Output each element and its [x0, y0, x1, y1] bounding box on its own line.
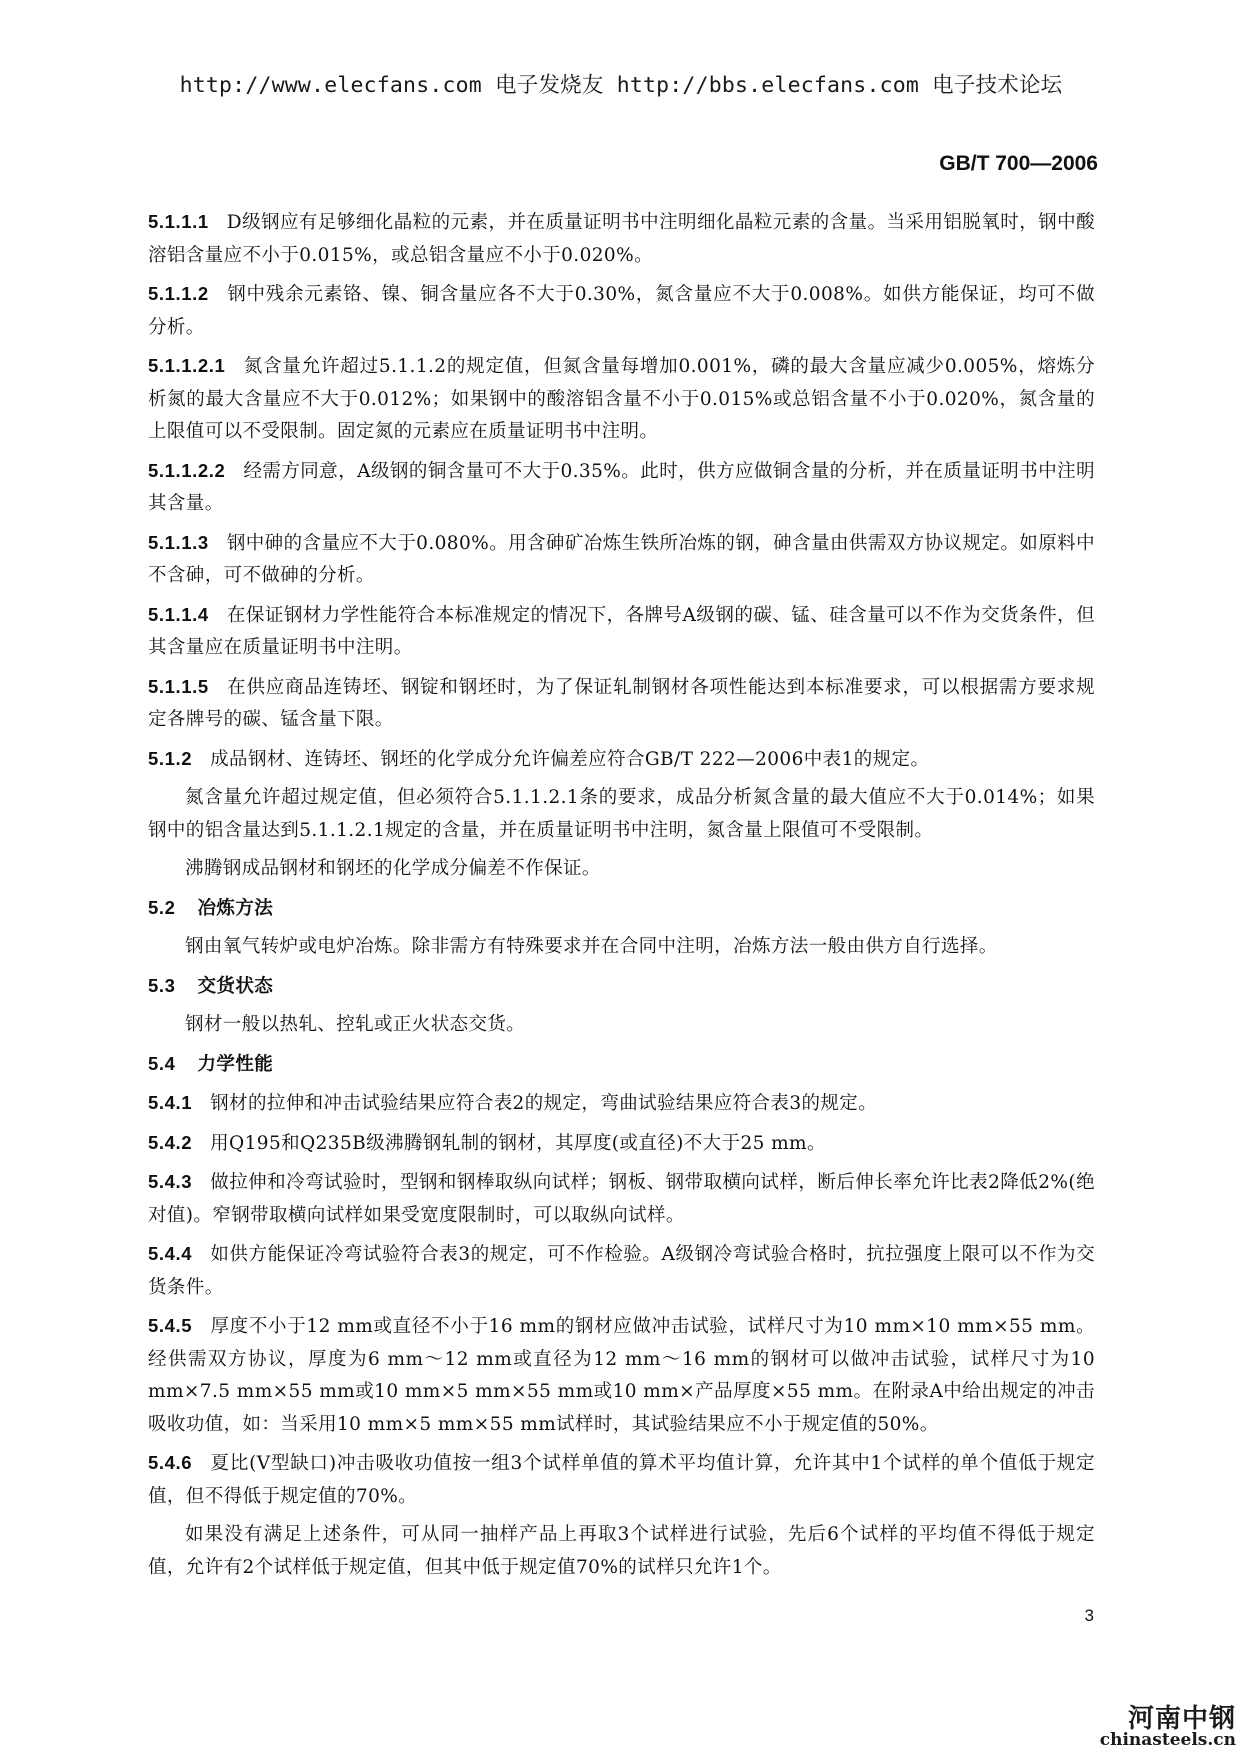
clause-number: 5.3 — [148, 974, 176, 996]
clause-text: 厚度不小于12 mm或直径不小于16 mm的钢材应做冲击试验，试样尺寸为10 mm×10 mm×55 mm。经供需双方协议，厚度为6 mm～12 mm或直径为12 mm～16 mm的钢材可以做冲击试验，试样尺寸为10 mm×7.5 mm×55 mm或10 mm×5 mm×55 mm或10 mm×产品厚度×55 mm。在附录A中给出规定的冲击吸收功值，如：当采用10 mm×5 mm×55 mm试样时，其试验结果应不小于规定值的50%。 — [148, 1316, 1095, 1435]
clause-text: 用Q195和Q235B级沸腾钢轧制的钢材，其厚度(或直径)不大于25 mm。 — [210, 1132, 826, 1154]
section-heading — [148, 1048, 1095, 1082]
clause-number: 5.4.6 — [148, 1452, 193, 1473]
clause-paragraph — [148, 931, 1095, 964]
clause-paragraph — [148, 1127, 1095, 1161]
clause-text: D级钢应有足够细化晶粒的元素，并在质量证明书中注明细化晶粒元素的含量。当采用铝脱氧时，钢中酸溶铝含量应不小于0.015%，或总铝含量应不小于0.020%。 — [148, 212, 1095, 266]
clause-paragraph — [148, 278, 1095, 344]
clause-text: 夏比(V型缺口)冲击吸收功值按一组3个试样单值的算术平均值计算，允许其中1个试样的单个值低于规定值，但不得低于规定值的70%。 — [148, 1453, 1095, 1507]
clause-number: 5.1.1.4 — [148, 603, 209, 625]
clause-number: 5.1.1.5 — [148, 675, 209, 697]
clause-paragraph — [148, 671, 1095, 737]
clause-text: 交货状态 — [197, 975, 274, 997]
clause-paragraph — [148, 455, 1095, 521]
clause-number: 5.4 — [148, 1052, 176, 1074]
clause-paragraph — [148, 1087, 1095, 1121]
clause-text: 在保证钢材力学性能符合本标准规定的情况下，各牌号A级钢的碳、锰、硅含量可以不作为交货条件，但其含量应在质量证明书中注明。 — [148, 604, 1095, 658]
clause-number: 5.4.2 — [148, 1131, 193, 1153]
clause-text: 氮含量允许超过规定值，但必须符合5.1.1.2.1条的要求，成品分析氮含量的最大值应不大于0.014%；如果钢中的铝含量达到5.1.1.2.1规定的含量，并在质量证明书中注明，氮含量上限值可不受限制。 — [148, 787, 1095, 841]
clause-paragraph — [148, 1166, 1095, 1232]
clause-text: 钢中残余元素铬、镍、铜含量应各不大于0.30%，氮含量应不大于0.008%。如供方能保证，均可不做分析。 — [148, 284, 1095, 338]
clause-number: 5.4.5 — [148, 1315, 193, 1336]
clause-text: 沸腾钢成品钢材和钢坯的化学成分偏差不作保证。 — [185, 858, 601, 879]
clause-text: 成品钢材、连铸坯、钢坯的化学成分允许偏差应符合GB/T 222—2006中表1的规定。 — [210, 748, 930, 770]
clause-paragraph — [148, 1447, 1095, 1513]
clause-paragraph — [148, 1009, 1095, 1042]
clause-number: 5.1.2 — [148, 747, 193, 769]
clause-text: 钢由氧气转炉或电炉冶炼。除非需方有特殊要求并在合同中注明，冶炼方法一般由供方自行选择。 — [185, 936, 998, 957]
clause-number: 5.1.1.2.1 — [148, 355, 226, 376]
section-heading — [148, 892, 1095, 926]
clause-text: 如果没有满足上述条件，可从同一抽样产品上再取3个试样进行试验，先后6个试样的平均值不得低于规定值，允许有2个试样低于规定值，但其中低于规定值70%的试样只允许1个。 — [148, 1524, 1095, 1578]
clause-paragraph — [148, 599, 1095, 665]
clause-number: 5.4.4 — [148, 1243, 193, 1264]
clause-number: 5.4.1 — [148, 1092, 193, 1113]
clause-text: 钢材一般以热轧、控轧或正火状态交货。 — [185, 1014, 526, 1035]
clause-text: 如供方能保证冷弯试验符合表3的规定，可不作检验。A级钢冷弯试验合格时，抗拉强度上限可以不作为交货条件。 — [148, 1244, 1095, 1298]
clause-paragraph — [148, 527, 1095, 593]
watermark-cn: 河南中钢 — [1127, 1704, 1236, 1734]
clause-text: 在供应商品连铸坯、钢锭和钢坯时，为了保证轧制钢材各项性能达到本标准要求，可以根据需方要求规定各牌号的碳、锰含量下限。 — [148, 676, 1095, 730]
clause-text: 做拉伸和冷弯试验时，型钢和钢棒取纵向试样；钢板、钢带取横向试样，断后伸长率允许比表2降低2%(绝对值)。窄钢带取横向试样如果受宽度限制时，可以取纵向试样。 — [148, 1172, 1095, 1226]
clause-paragraph — [148, 350, 1095, 449]
clause-number: 5.1.1.2 — [148, 283, 209, 304]
clause-text: 钢中砷的含量应不大于0.080%。用含砷矿冶炼生铁所冶炼的钢，砷含量由供需双方协议规定。如原料中不含砷，可不做砷的分析。 — [148, 532, 1095, 586]
clause-text: 冶炼方法 — [197, 897, 274, 919]
clause-number: 5.2 — [148, 896, 176, 918]
clause-text: 钢材的拉伸和冲击试验结果应符合表2的规定，弯曲试验结果应符合表3的规定。 — [210, 1093, 878, 1114]
clause-paragraph — [148, 1519, 1095, 1584]
watermark-en: chinasteels.cn — [1099, 1730, 1236, 1750]
document-body — [148, 206, 1095, 1590]
site-header-line: http://www.elecfans.com 电子发烧友 http://bbs.elecfans.com 电子技术论坛 — [179, 73, 1063, 98]
page-number: 3 — [1084, 1606, 1094, 1625]
clause-paragraph — [148, 1238, 1095, 1304]
clause-paragraph — [148, 206, 1095, 272]
standard-number: GB/T 700—2006 — [939, 152, 1098, 175]
clause-number: 5.1.1.2.2 — [148, 459, 226, 481]
watermark-logo — [1100, 1706, 1236, 1749]
section-heading — [148, 970, 1095, 1004]
clause-text: 氮含量允许超过5.1.1.2的规定值，但氮含量每增加0.001%，磷的最大含量应减少0.005%，熔炼分析氮的最大含量应不大于0.012%；如果钢中的酸溶铝含量不小于0.015%或总铝含量不小于0.020%，氮含量的上限值可以不受限制。固定氮的元素应在质量证明书中注明。 — [148, 356, 1095, 442]
clause-text: 力学性能 — [197, 1053, 274, 1075]
clause-number: 5.1.1.1 — [148, 211, 209, 232]
clause-number: 5.1.1.3 — [148, 531, 209, 553]
clause-text: 经需方同意，A级钢的铜含量可不大于0.35%。此时，供方应做铜含量的分析，并在质量证明书中注明其含量。 — [148, 460, 1095, 514]
clause-paragraph — [148, 853, 1095, 886]
clause-paragraph — [148, 743, 1095, 777]
clause-number: 5.4.3 — [148, 1171, 193, 1192]
clause-paragraph — [148, 1310, 1095, 1441]
clause-paragraph — [148, 782, 1095, 847]
